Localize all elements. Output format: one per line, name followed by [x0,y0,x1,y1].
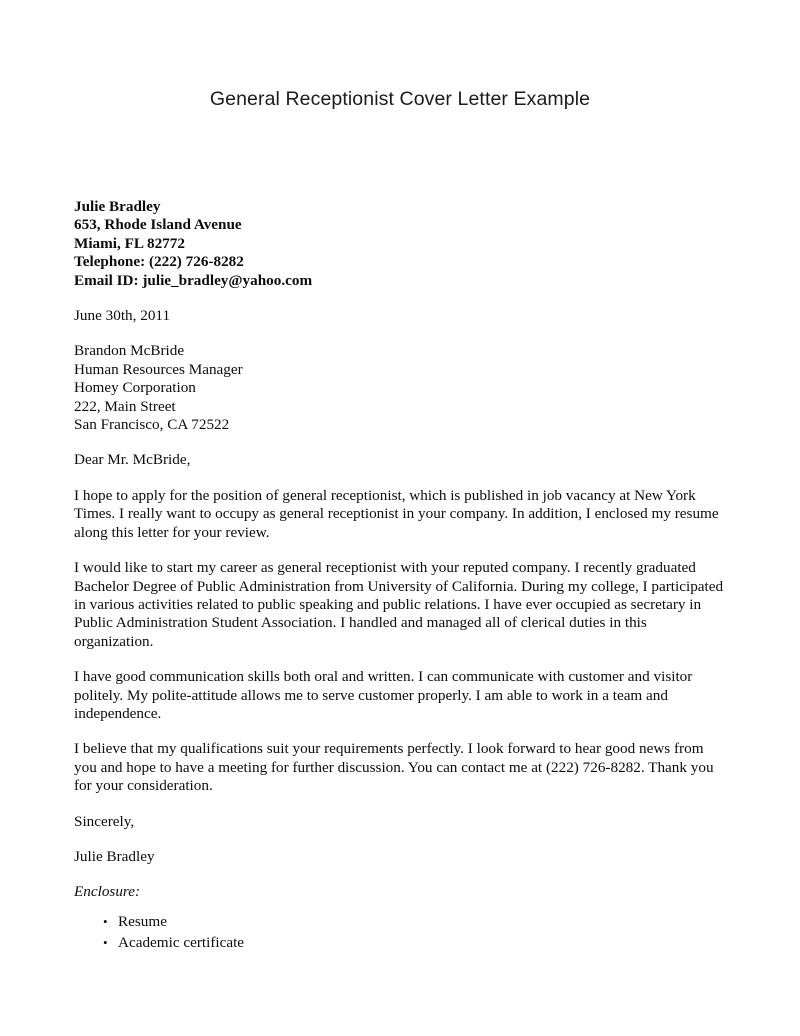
enclosure-item-label: Resume [118,912,167,930]
sender-email: Email ID: julie_bradley@yahoo.com [74,271,313,289]
page-title: General Receptionist Cover Letter Example [209,88,591,110]
list-item [74,911,727,932]
body-paragraph-2: I would like to start my career as general receptionist with your reputed company. I recently graduated Bachelor Degree of Public Administration from University of California. During my college, I participated in various activities related to public speaking and public relations. I have ever occupied as secretary in Public Administration Student Association. I handled and managed all of clerical duties in this organization. [74,559,724,650]
recipient-city-state-zip: San Francisco, CA 72522 [74,416,230,434]
list-item [74,932,727,953]
letter-date: June 30th, 2011 [74,307,171,325]
bullet-icon: • [103,934,108,950]
bullet-icon: • [103,913,108,929]
recipient-address-block [74,342,727,434]
sender-city-state-zip: Miami, FL 82772 [74,234,185,252]
sender-street: 653, Rhode Island Avenue [74,216,242,234]
recipient-street: 222, Main Street [74,397,176,415]
recipient-name: Brandon McBride [74,342,185,360]
sender-address-block [74,198,727,290]
enclosure-item-label: Academic certificate [118,933,245,951]
sender-telephone: Telephone: (222) 726-8282 [74,253,244,271]
body-paragraph-4: I believe that my qualifications suit your requirements perfectly. I look forward to hear good news from you and hope to have a meeting for further discussion. You can contact me at (222) 726-8282. Thank you for your consideration. [74,740,714,795]
enclosure-list [74,911,727,953]
recipient-company: Homey Corporation [74,379,196,397]
closing-salutation: Sincerely, [74,812,135,830]
recipient-title: Human Resources Manager [74,360,243,378]
enclosure-label: Enclosure: [74,883,141,901]
letter-body [74,198,727,953]
signature-name: Julie Bradley [74,847,155,865]
salutation: Dear Mr. McBride, [74,451,191,469]
body-paragraph-3: I have good communication skills both oral and written. I can communicate with customer and visitor politely. My polite-attitude allows me to serve customer properly. I am able to work in a team and independence. [74,668,693,722]
sender-name: Julie Bradley [74,198,161,215]
body-paragraph-1: I hope to apply for the position of general receptionist, which is published in job vacancy at New York Times. I really want to occupy as general receptionist in your company. In addition, I enclosed my resume along this letter for your review. [74,486,719,541]
